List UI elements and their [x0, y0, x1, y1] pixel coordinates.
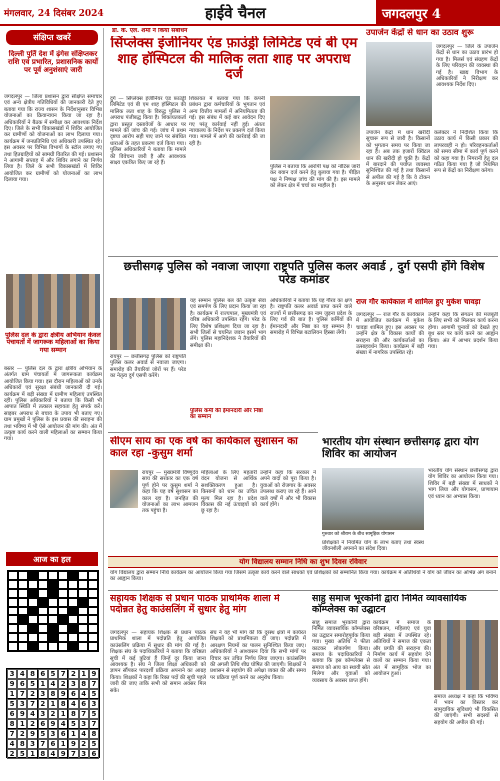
lead-kicker: डॉ. के. एल. शर्मा ने किया संबोधन: [112, 28, 188, 34]
sudoku-cell: 2: [58, 679, 68, 689]
crossword-cell: [48, 589, 58, 598]
crossword-cell: [28, 624, 38, 633]
sudoku-cell: 8: [7, 719, 17, 729]
brief1-headline: दिल्ली पुर्ति देश में ढ़ंगेस संक्षिप्तकर राशि एवं प्रभारित, प्रशासनिक कार्यो पर पूर्व अनुशंसाएं जारी: [7, 50, 98, 75]
police-headline: छत्तीसगढ़ पुलिस को नवाजा जाएगा राष्ट्रपति पुलिस कलर अवार्ड , दुर्ग एसपी होंगे विशेष परेड कमांडर: [123, 260, 485, 287]
sudoku-cell: 4: [58, 719, 68, 729]
crossword-cell: [8, 633, 18, 642]
divider: [108, 590, 498, 591]
yoga-body-b: प्रशिक्षकों ने नियमित योग के लाभ बताए तथा स्वस्थ जीवनशैली अपनाने का संदेश दिया।: [322, 540, 424, 553]
brief2-headline: पुलिस दल के द्वारा क्षेत्रीय अभियान केवल पंचायतों में जागरूक महिलाओं का किया गया सम्मान: [5, 332, 101, 354]
newspaper-name: हाईवे चैनल: [205, 4, 266, 22]
puzzle-title: आज का हल: [6, 552, 98, 566]
crossword-cell: [38, 580, 48, 589]
sudoku-cell: 6: [79, 699, 89, 709]
crossword-cell: [48, 607, 58, 616]
sudoku-cell: 3: [17, 699, 27, 709]
crossword-cell: [48, 598, 58, 607]
sudoku-cell: 2: [7, 749, 17, 759]
sudoku-cell: 6: [17, 679, 27, 689]
divider: [108, 256, 498, 257]
crossword-cell: [8, 580, 18, 589]
sudoku-cell: 6: [58, 729, 68, 739]
sudoku-cell: 2: [79, 739, 89, 749]
crossword-cell: [68, 598, 78, 607]
sudoku-cell: 1: [27, 749, 37, 759]
crossword-cell: [58, 642, 68, 651]
sudoku-cell: 3: [48, 729, 58, 739]
sudoku-cell: 1: [17, 719, 27, 729]
sudoku-cell: 4: [27, 709, 37, 719]
lead-body-col3: पुलिस ने बताया कि आरोपी पक्ष को नोटिस जारी कर बयान दर्ज करने हेतु बुलाया गया है। पीड़ित पक्ष ने निष्पक्ष जांच की मांग की है। इस मामले को लेकर क्षेत्र में चर्चा का माहौल है।: [270, 164, 360, 190]
crossword-cell: [58, 633, 68, 642]
sudoku-cell: 4: [48, 749, 58, 759]
crossword-cell: [58, 571, 68, 580]
teacher-headline: सहायक शिक्षक से प्रधान पाठक प्राथमिक शाला में पदोन्नत हेतु काउंसलिंग में सुधार हेतु मांग: [110, 594, 280, 615]
brief-photo: [6, 274, 100, 328]
crossword-cell: [68, 589, 78, 598]
crossword-cell: [28, 607, 38, 616]
cm-headline: सीएम साय का एक वर्ष का कार्यकाल सुशासन का काल रहा -कुसुम शर्मा: [110, 436, 298, 459]
yoga-photo: [322, 468, 424, 530]
sudoku-cell: 1: [48, 699, 58, 709]
crossword-cell: [88, 589, 98, 598]
sudoku-cell: 3: [79, 719, 89, 729]
sudoku-cell: 3: [79, 749, 89, 759]
sudoku-cell: 5: [7, 699, 17, 709]
crossword-cell: [48, 624, 58, 633]
crossword-cell: [88, 633, 98, 642]
crossword-cell: [78, 624, 88, 633]
masthead: [0, 0, 500, 26]
crossword-cell: [18, 615, 28, 624]
sudoku-cell: 9: [89, 669, 99, 679]
crossword-cell: [48, 615, 58, 624]
rajgaur-body-col1: जगदलपुर — राज गौर के कार्यकाल में आयोजित कार्यक्रम में मुकेश चावड़ा शामिल हुए। इस अवसर पर उन्होंने क्षेत्र के विकास कार्यों की सराहना की और कार्यकर्ताओं का उत्साहवर्धन किया। कार्यक्रम में बड़ी संख्या में नागरिक उपस्थित रहे।: [356, 312, 424, 357]
crossword-cell: [78, 642, 88, 651]
crossword-cell: [38, 642, 48, 651]
police-body-col2: यह सम्मान पुलिस बल की उत्कृष्ट सेवा एवं समर्पण के लिए प्रदान किया जा रहा है। कार्यक्रम में राज्यपाल, मुख्यमंत्री एवं वरिष्ठ अधिकारी उपस्थित रहेंगे। परेड के लिए विशेष प्रशिक्षण दिया जा रहा है। सभी जिलों से चयनित जवान इसमें भाग लेंगे। पुलिस महानिदेशक ने तैयारियों की समीक्षा की।: [190, 298, 266, 349]
crossword-cell: [58, 615, 68, 624]
sudoku-cell: 9: [68, 739, 78, 749]
crossword-cell: [78, 580, 88, 589]
crossword-cell: [38, 589, 48, 598]
sudoku-cell: 6: [48, 739, 58, 749]
crossword-cell: [78, 633, 88, 642]
crossword-cell: [38, 571, 48, 580]
brief-box-title: संक्षिप्त खबरें: [6, 30, 98, 45]
sudoku-cell: 8: [79, 679, 89, 689]
crossword-cell: [18, 607, 28, 616]
banner-text: योग विद्यालय सम्मान निधि का शुभ दिवस रविवार: [239, 558, 367, 566]
crossword-cell: [88, 607, 98, 616]
crossword-cell: [68, 607, 78, 616]
crossword-cell: [8, 624, 18, 633]
sudoku-cell: 5: [89, 709, 99, 719]
sudoku-cell: 7: [7, 729, 17, 739]
sudoku-cell: 8: [27, 669, 37, 679]
rajgaur-headline: राज गौर कार्यकाल में शामिल हुए मुकेश चावड़ा: [356, 298, 481, 306]
cm-body-col1: रायपुर — मुख्यमंत्री विष्णुदेव साय की सरकार का एक वर्ष पूर्ण होने पर कुसुम शर्मा ने कहा कि यह वर्ष सुशासन का काल रहा है। जनहित की योजनाओं का लाभ आमजन तक पहुंचा है।: [142, 470, 198, 515]
crossword-cell: [68, 624, 78, 633]
right-top-body-b: उपार्जन केंद्रों में धान खरीदी सुचारू रूप से जारी है। किसानों को भुगतान समय पर किया जा रहा है। अब तक हजारों क्विंटल धान की खरीदी हो चुकी है। केंद्रों में बारदाने की पर्याप्त व्यवस्था सुनिश्चित की गई है तथा किसानों से अपील की गई है कि वे टोकन के अनुसार धान लेकर आएं।: [366, 130, 430, 188]
sudoku-cell: 8: [89, 729, 99, 739]
sudoku-cell: 5: [27, 679, 37, 689]
crossword-cell: [68, 571, 78, 580]
crossword-cell: [18, 589, 28, 598]
crossword-cell: [48, 580, 58, 589]
crossword-cell: [18, 633, 28, 642]
sudoku-cell: 2: [27, 719, 37, 729]
sudoku-cell: 4: [7, 739, 17, 749]
teacher-body-col2: संघ ने यह भी मांग की कि दूरस्थ क्षेत्रों में कार्यरत शिक्षकों को प्राथमिकता दी जाए। पदोन्नति में आरक्षण नियमों का पालन सुनिश्चित किया जाए। अधिकारियों ने आश्वासन दिया कि सभी मांगों पर विचार कर उचित निर्णय लिया जाएगा। काउंसलिंग की अगली तिथि शीघ्र घोषित की जाएगी। शिक्षकों ने प्रशासन से सहयोग की अपेक्षा व्यक्त की और समय पर प्रक्रिया पूर्ण करने का अनुरोध किया।: [210, 630, 306, 681]
crossword-cell: [58, 589, 68, 598]
crossword-cell: [78, 607, 88, 616]
crossword-cell: [18, 598, 28, 607]
sahu-body-col3: समाज अध्यक्ष ने कहा कि भविष्य में भवन का विस्तार कर सामुदायिक सुविधाएं भी विकसित की जाएंगी। सभी सदस्यों से सहयोग की अपील की गई।: [434, 694, 498, 726]
sudoku-cell: 8: [17, 739, 27, 749]
sudoku-cell: 6: [7, 709, 17, 719]
crossword-cell: [8, 589, 18, 598]
crossword-cell: [78, 571, 88, 580]
police-photo: [110, 298, 186, 350]
police-body-col1: रायपुर — छत्तीसगढ़ पुलिस को राष्ट्रपति पुलिस कलर अवार्ड से नवाजा जाएगा। समारोह की तैयारियां जोरों पर हैं। परेड का नेतृत्व दुर्ग एसपी करेंगे।: [110, 354, 186, 380]
sudoku-cell: 3: [68, 679, 78, 689]
crossword-cell: [68, 615, 78, 624]
crossword-cell: [18, 624, 28, 633]
sudoku-cell: 3: [27, 739, 37, 749]
crossword-cell: [28, 571, 38, 580]
crossword-cell: [8, 615, 18, 624]
sudoku-cell: 7: [58, 669, 68, 679]
sudoku-cell: 8: [38, 749, 48, 759]
page-city-label: जगदलपुर 4: [376, 0, 500, 24]
sudoku-cell: 9: [58, 749, 68, 759]
sudoku-cell: 1: [7, 689, 17, 699]
sudoku-cell: 4: [79, 689, 89, 699]
sudoku-cell: 8: [48, 689, 58, 699]
right-top-photo: [366, 42, 432, 126]
rajgaur-body-col2: उन्होंने कहा कि संगठन की मजबूती के लिए सभी को मिलकर कार्य करना होगा। आगामी चुनावों को देखते हुए बूथ स्तर पर कार्य करने का आह्वान किया। अंत में आभार प्रदर्शन किया गया।: [428, 312, 498, 351]
sudoku-cell: 4: [48, 679, 58, 689]
crossword-cell: [68, 580, 78, 589]
sudoku-cell: 3: [7, 669, 17, 679]
sudoku-cell: 7: [79, 709, 89, 719]
police-body-col3: अधिकारियों ने बताया कि यह गौरव का क्षण है। राष्ट्रपति कलर अवार्ड प्राप्त करने वाले राज्यों में छत्तीसगढ़ का नाम जुड़ना प्रदेश के लिए गर्व की बात है। पुलिस कर्मियों की ईमानदारी और निष्ठा का यह सम्मान है। समारोह में विभिन्न बटालियन हिस्सा लेंगी।: [270, 298, 352, 337]
sudoku-cell: 4: [17, 669, 27, 679]
sudoku-cell: 2: [38, 699, 48, 709]
sudoku-cell: 7: [38, 739, 48, 749]
crossword-cell: [18, 580, 28, 589]
sudoku-cell: 9: [58, 689, 68, 699]
teacher-body-col1: जगदलपुर — सहायक शिक्षक से प्रधान पाठक प्राथमिक शाला में पदोन्नति हेतु आयोजित काउंसलिंग प्रक्रिया में सुधार की मांग की गई है। शिक्षक संघ के पदाधिकारियों ने बताया कि वरिष्ठता सूची में कई त्रुटियां हैं जिन्हें दूर किया जाना आवश्यक है। संघ ने जिला शिक्षा अधिकारी को ज्ञापन सौंपकर पारदर्शी प्रक्रिया अपनाने का आग्रह किया। शिक्षकों ने कहा कि रिक्त पदों की सूची पहले जारी की जाए ताकि सभी को समान अवसर मिल सके।: [110, 630, 206, 694]
cm-portrait-photo: [110, 470, 138, 508]
crossword-cell: [38, 624, 48, 633]
sudoku-cell: 8: [58, 699, 68, 709]
sahu-body-col2: कार्यक्रम में समाज के वरिष्ठजन, महिलाएं एवं युवा बड़ी संख्या में उपस्थित रहे। अतिथियों ने समाज की एकता और प्रगति की सराहना की। निर्माण कार्य में सहयोग देने वालों का सम्मान किया गया। अंत में सामूहिक भोज का आयोजन हुआ।: [373, 620, 431, 678]
cm-body-col3: उन्होंने कहा कि सरकार ने अपने वादों को पूरा किया है। युवाओं को रोजगार के अवसर उपलब्ध कराए जा रहे हैं। आने वाले वर्षों में और भी विकास कार्य होंगे।: [260, 470, 316, 509]
sudoku-cell: 2: [48, 709, 58, 719]
sudoku-cell: 4: [68, 699, 78, 709]
crossword-cell: [18, 571, 28, 580]
cm-body-col2: महिलाओं के लिए महतारी वंदन योजना से आर्थिक सशक्तिकरण हुआ है। किसानों को धान का उचित मूल्य मिल रहा है। प्रदेश विकास की नई ऊंचाइयों को छू रहा है।: [201, 470, 257, 515]
crossword-cell: [38, 607, 48, 616]
crossword-cell: [28, 615, 38, 624]
crossword-cell: [78, 589, 88, 598]
banner-body: योग विद्यालय द्वारा सम्मान निधि कार्यक्रम का आयोजन किया गया जिसमें उत्कृष्ट कार्य करने वाले साधकों एवं प्रशिक्षकों को सम्मानित किया गया। कार्यक्रम में अतिथियों ने योग को जीवन का अभिन्न अंग बनाने का आह्वान किया।: [110, 570, 496, 583]
crossword-grid: [7, 570, 99, 652]
yoga-body-a: भारतीय योग संस्थान छत्तीसगढ़ द्वारा योग शिविर का आयोजन किया गया। शिविर में बड़ी संख्या में साधकों ने भाग लिया और योगासन, प्राणायाम एवं ध्यान का अभ्यास किया।: [428, 468, 498, 500]
crossword-cell: [58, 624, 68, 633]
sudoku-cell: 3: [38, 709, 48, 719]
crossword-cell: [88, 642, 98, 651]
sudoku-cell: 8: [68, 709, 78, 719]
sudoku-cell: 2: [68, 669, 78, 679]
crossword-cell: [28, 589, 38, 598]
sudoku-cell: 1: [68, 729, 78, 739]
crossword-cell: [68, 633, 78, 642]
sudoku-cell: 6: [89, 749, 99, 759]
crossword-cell: [48, 571, 58, 580]
sudoku-cell: 6: [68, 689, 78, 699]
lead-body-col1: दुर्ग — सिंप्लेक्स इंजीनियर एंड फ़ाउंड्री लिमिटेड एवं बी एम शाह हॉस्पिटल की मालिक लता शाह के विरुद्ध पुलिस ने अपराध पंजीबद्ध किया है। शिकायतकर्ता द्वारा प्रस्तुत दस्तावेजों के आधार पर मामले की जांच की गई। जांच में प्रथम दृष्टया आरोप सही पाए जाने पर संबंधित धाराओं के तहत प्रकरण दर्ज किया गया। पुलिस अधिकारियों ने बताया कि मामले की विवेचना जारी है और आवश्यक साक्ष्य एकत्रित किए जा रहे हैं।: [110, 96, 186, 167]
banner-strip: [108, 556, 498, 568]
sahu-body-col1: साहु समाज भूरकोनी द्वारा निर्मित व्यावसायिक कॉम्प्लेक्स का उद्घाटन समारोहपूर्वक किया गया। मुख्य अतिथि ने फीता काटकर लोकार्पण किया। समाज के पदाधिकारियों ने बताया कि इस कॉम्प्लेक्स से समाज को आय का स्थायी स्रोत मिलेगा और युवाओं को व्यवसाय के अवसर प्राप्त होंगे।: [312, 620, 370, 684]
sudoku-cell: 1: [79, 669, 89, 679]
sudoku-cell: 7: [17, 689, 27, 699]
sudoku-cell: 5: [89, 689, 99, 699]
sudoku-cell: 4: [79, 729, 89, 739]
crossword-cell: [58, 598, 68, 607]
sudoku-cell: 5: [89, 739, 99, 749]
sudoku-cell: 9: [17, 709, 27, 719]
crossword-cell: [28, 633, 38, 642]
sudoku-cell: 5: [38, 729, 48, 739]
lead-headline: सिंप्लेक्स इंजीनियर एंड फ़ाउंड्री लिमिटेड एवं बी एम शाह हॉस्पिटल की मालिक लता शाह पर अपराध दर्ज: [110, 36, 358, 83]
yoga-headline: भारतीय योग संस्थान छत्तीसगढ़ द्वारा योग शिविर का आयोजन: [322, 436, 479, 461]
crossword-cell: [78, 615, 88, 624]
crossword-cell: [38, 633, 48, 642]
crossword-cell: [38, 598, 48, 607]
crossword-cell: [88, 598, 98, 607]
crossword-cell: [58, 580, 68, 589]
sudoku-cell: 7: [27, 699, 37, 709]
sudoku-cell: 5: [68, 719, 78, 729]
yoga-caption: गुरुवार को श्रीराम के बीच सामूहिक योगासन: [322, 532, 395, 537]
crossword-cell: [38, 615, 48, 624]
crossword-cell: [58, 607, 68, 616]
sudoku-cell: 1: [38, 679, 48, 689]
crossword-cell: [88, 571, 98, 580]
police-subhead: पुलिस कर्मी की ईमानदारी और निष्ठा का सम्मान: [190, 408, 266, 426]
crossword-cell: [8, 571, 18, 580]
brief2-body: बस्तर — पुलिस दल के द्वारा क्षेत्रीय अभियान के अंतर्गत ग्राम पंचायतों में जागरूकता कार्यक्रम आयोजित किया गया। इस दौरान महिलाओं को उनके अधिकारों एवं सुरक्षा संबंधी जानकारी दी गई। कार्यक्रम में बड़ी संख्या में ग्रामीण महिलाएं उपस्थित रहीं। पुलिस अधिकारियों ने बताया कि किसी भी आपात स्थिति में तत्काल सहायता हेतु संपर्क करें। साइबर अपराध से बचाव के उपाय भी बताए गए। ग्राम प्रमुखों ने पुलिस के इस प्रयास की सराहना की तथा भविष्य में भी ऐसे आयोजन की मांग की। अंत में उत्कृष्ट कार्य करने वाली महिलाओं का सम्मान किया गया।: [4, 366, 102, 443]
sahu-photo: [434, 620, 498, 690]
crossword-cell: [8, 642, 18, 651]
sudoku-cell: 9: [48, 719, 58, 729]
right-top-body-a: जगदलपुर — जिले के उपार्जन केंद्रों से धान का उठाव प्रारंभ हो गया है। मिलर्स एवं संग्रहण केंद्रों के लिए परिवहन की व्यवस्था की गई है। खाद्य विभाग के अधिकारियों ने निरीक्षण कर आवश्यक निर्देश दिए।: [436, 44, 498, 89]
crossword-cell: [28, 580, 38, 589]
issue-date: मंगलवार, 24 दिसंबर 2024: [4, 9, 104, 19]
sudoku-cell: 6: [38, 669, 48, 679]
divider: [108, 432, 318, 433]
sudoku-cell: 7: [89, 679, 99, 689]
sudoku-cell: 5: [48, 669, 58, 679]
sahu-headline: साहु समाज भूरकोनी द्वारा निर्मित व्यावसायिक कॉम्प्लेक्स का उद्घाटन: [312, 594, 467, 615]
right-top-headline: उपार्जन केंद्रों से धान का उठाव शुरू: [366, 28, 474, 37]
sudoku-cell: 9: [27, 729, 37, 739]
crossword-cell: [88, 624, 98, 633]
sudoku-solution-grid: [6, 668, 100, 758]
right-top-body-c: कलेक्टर ने निर्देशित किया कि उठाव कार्य में किसी प्रकार की लापरवाही न हो। परिवहनकर्ताओं को समय सीमा में कार्य पूर्ण करने को कहा गया है। निगरानी हेतु दल गठित किया गया है जो नियमित रूप से केंद्रों का निरीक्षण करेगा।: [434, 130, 498, 175]
crossword-cell: [8, 598, 18, 607]
sudoku-cell: 2: [27, 689, 37, 699]
crossword-cell: [78, 598, 88, 607]
sudoku-cell: 3: [38, 689, 48, 699]
lead-body-col2: शिकायत में बताया गया कि कंपनी प्रबंधन द्वारा कर्मचारियों के भुगतान एवं अन्य वित्तीय मामलों में अनियमितता की गई। इस संबंध में कई बार आवेदन दिए गए परंतु कार्रवाई नहीं हुई। अंततः न्यायालय के निर्देश पर प्रकरण दर्ज किया गया। मामले में आगे की कार्रवाई की जा रही है।: [189, 96, 265, 147]
sudoku-cell: 7: [89, 719, 99, 729]
crossword-cell: [8, 607, 18, 616]
sudoku-cell: 3: [89, 699, 99, 709]
crossword-cell: [88, 615, 98, 624]
sudoku-cell: 5: [17, 749, 27, 759]
sudoku-cell: 2: [17, 729, 27, 739]
crossword-cell: [88, 580, 98, 589]
sudoku-cell: 9: [7, 679, 17, 689]
sudoku-cell: 1: [58, 709, 68, 719]
lead-photo: [270, 96, 360, 160]
crossword-cell: [18, 642, 28, 651]
crossword-cell: [48, 633, 58, 642]
sudoku-cell: 7: [68, 749, 78, 759]
brief1-body: जगदलपुर — जिला प्रशासन द्वारा संक्षिप्त समाचार एवं अन्य क्षेत्रीय गतिविधियों की जानकारी देते हुए बताया गया कि राज्य शासन के निर्देशानुसार विभिन्न योजनाओं का क्रियान्वयन किया जा रहा है। अधिकारियों ने बैठक में समीक्षा कर आवश्यक निर्देश दिए। जिले के सभी विकासखंडों में शिविर आयोजित कर ग्रामीणों को योजनाओं का लाभ दिलाया गया। कार्यक्रम में जनप्रतिनिधि एवं अधिकारी उपस्थित रहे। इस अवसर पर विभिन्न विभागों के स्टॉल लगाए गए तथा हितग्राहियों को सामग्री वितरित की गई। प्रशासन ने आगामी सप्ताह में और शिविर लगाने का निर्णय लिया है। जिले के सभी विकासखंडों में शिविर आयोजित कर ग्रामीणों को योजनाओं का लाभ दिलाया गया।: [4, 94, 102, 184]
crossword-cell: [28, 642, 38, 651]
sudoku-cell: 1: [58, 739, 68, 749]
left-sidebar: [2, 28, 104, 780]
crossword-cell: [28, 598, 38, 607]
sudoku-cell: 6: [38, 719, 48, 729]
crossword-cell: [48, 642, 58, 651]
crossword-cell: [68, 642, 78, 651]
